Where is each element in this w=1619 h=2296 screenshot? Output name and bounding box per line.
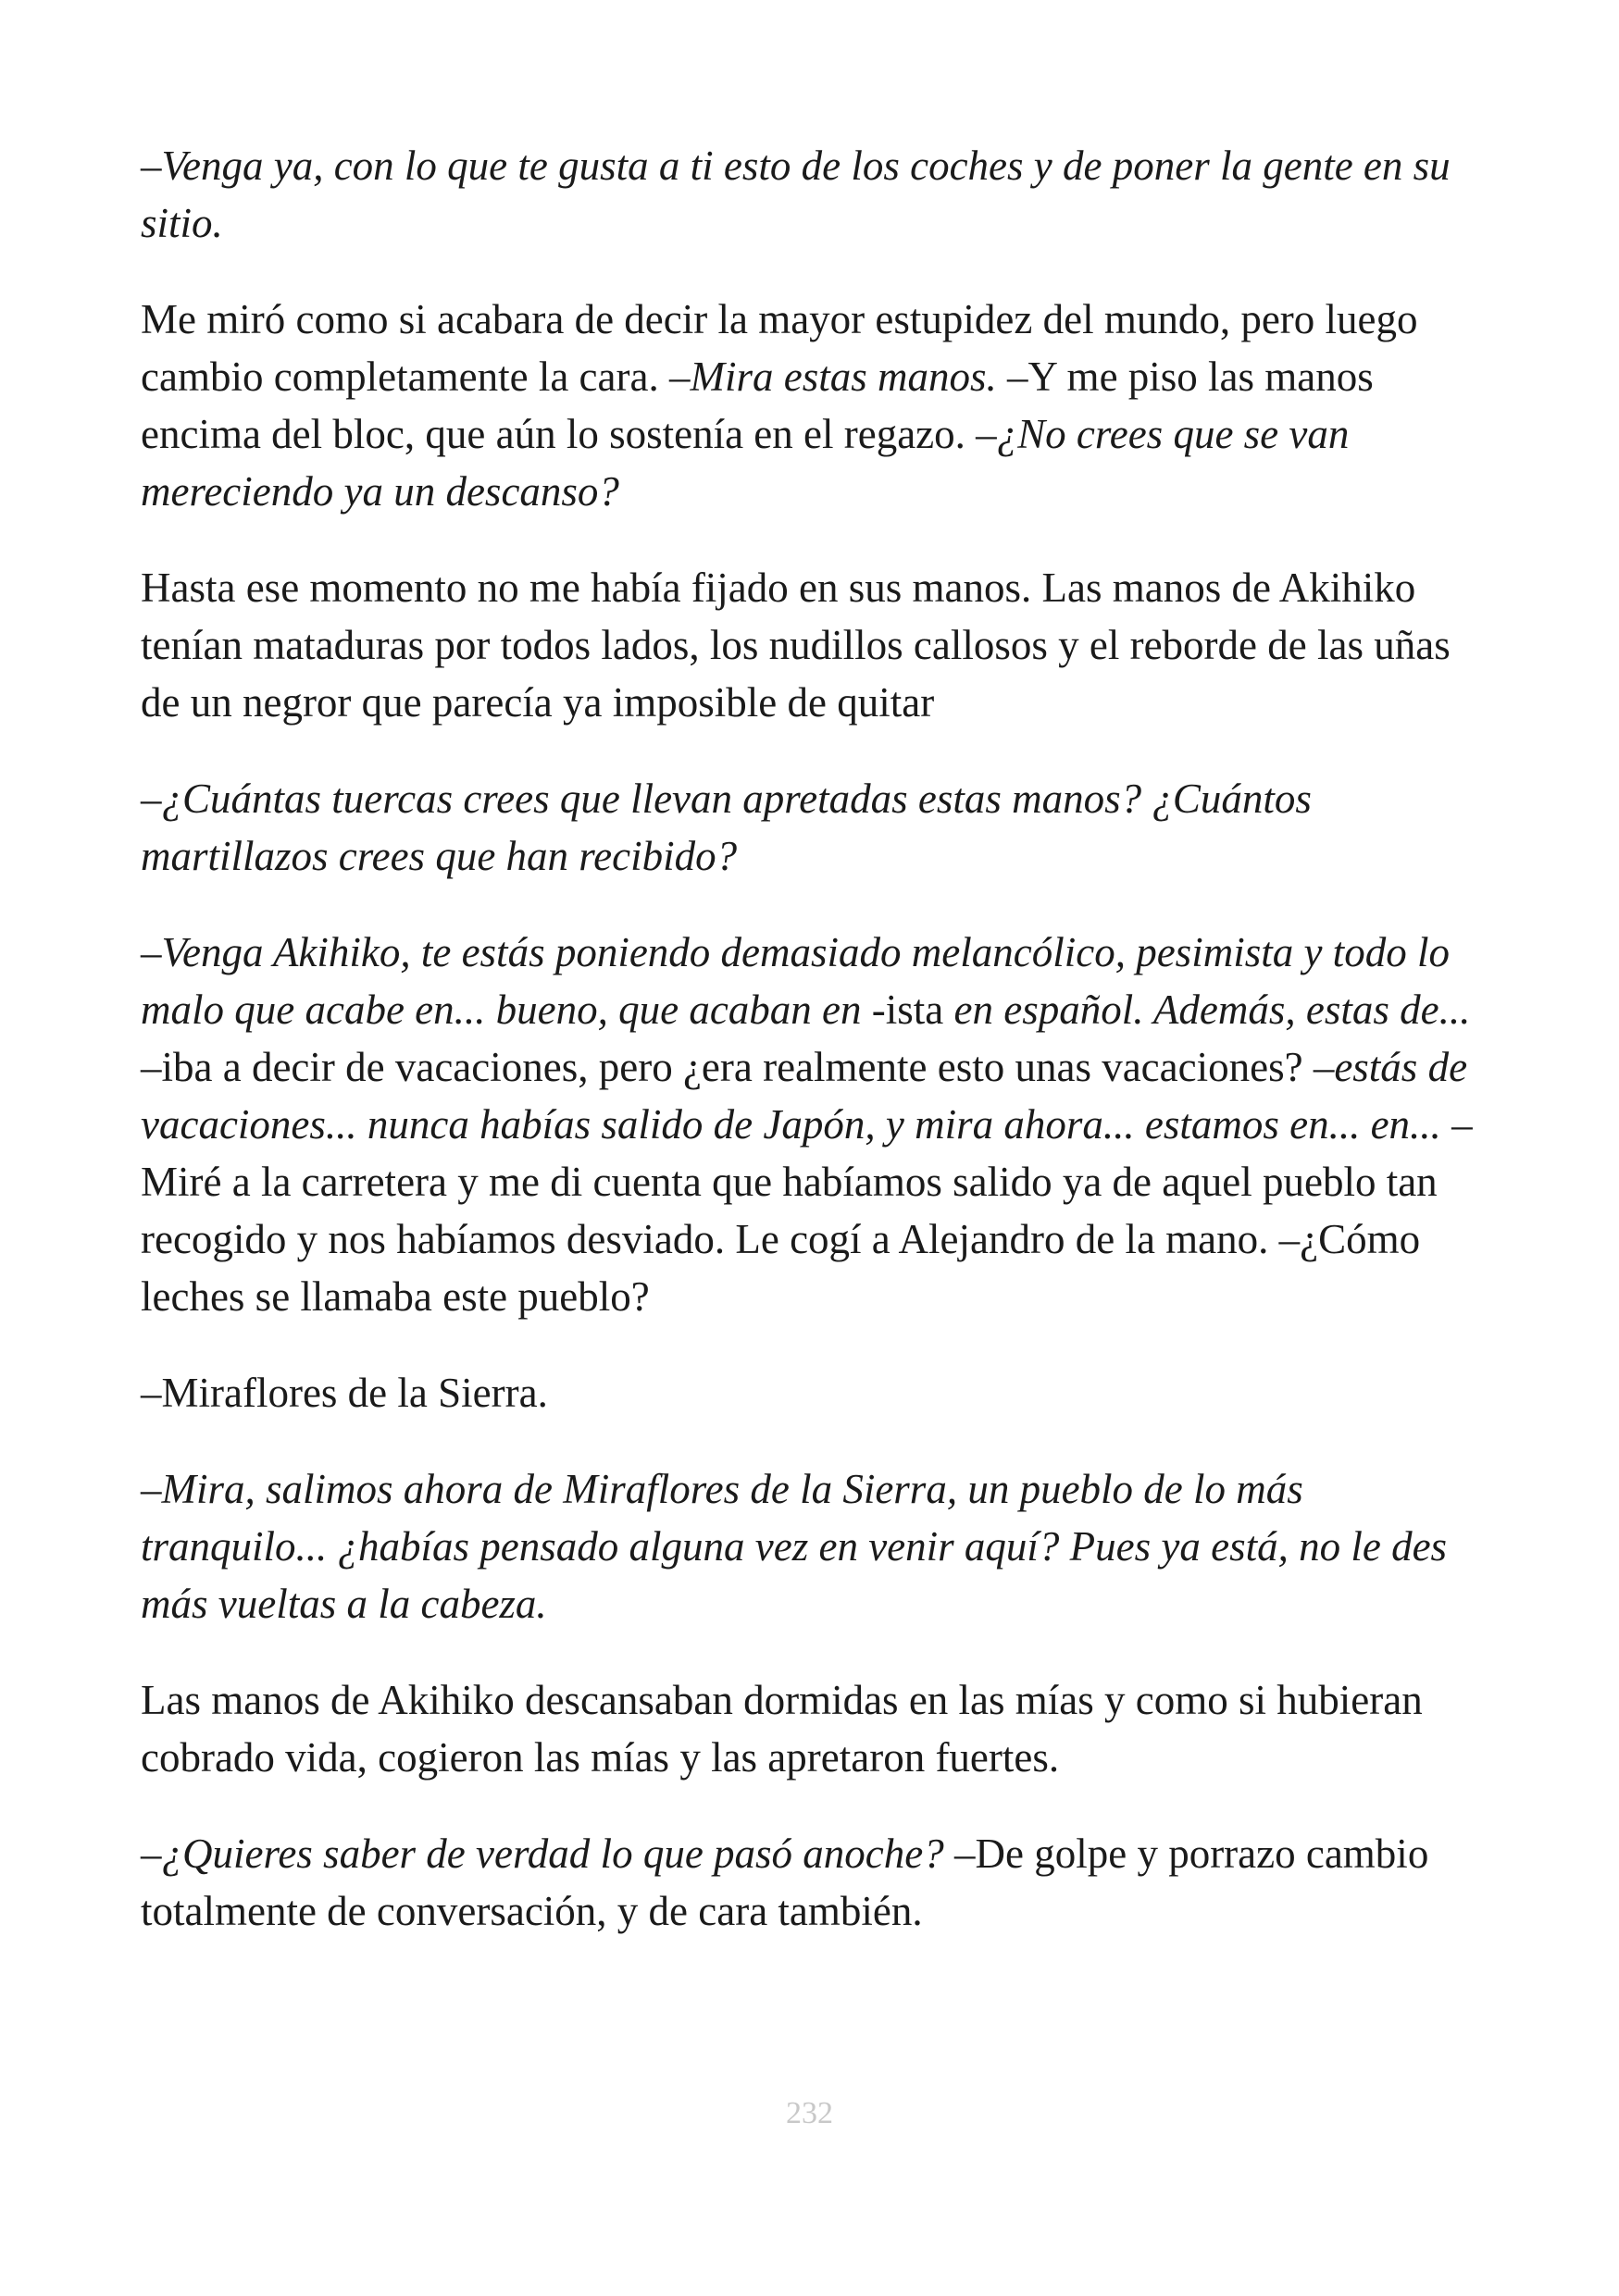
paragraph xyxy=(141,291,1488,520)
italic-text: –¿Cuántas tuercas crees que llevan apretadas estas manos? ¿Cuántos martillazos crees que han recibido? xyxy=(141,776,1312,879)
paragraph xyxy=(141,1364,1488,1421)
text: -ista xyxy=(871,987,944,1033)
body-text xyxy=(141,137,1488,1979)
text: Las manos de Akihiko descansaban dormidas en las mías y como si hubieran cobrado vida, cogieron las mías y las apretaron fuertes. xyxy=(141,1677,1423,1781)
italic-text: –Venga ya, con lo que te gusta a ti esto de los coches y de poner la gente en su sitio. xyxy=(141,143,1451,246)
paragraph xyxy=(141,924,1488,1325)
paragraph xyxy=(141,559,1488,731)
italic-text: en español. Además, estas de... xyxy=(943,987,1471,1033)
text: –Miraflores de la Sierra. xyxy=(141,1370,548,1416)
italic-text: ¿No crees que se van mereciendo ya un descanso? xyxy=(141,411,1350,515)
italic-text: –Mira, salimos ahora de Miraflores de la Sierra, un pueblo de lo más tranquilo... ¿habías pensado alguna vez en venir aquí? Pues ya está, no le des más vueltas a la cabeza. xyxy=(141,1466,1448,1627)
page-number: 232 xyxy=(786,2096,833,2130)
text: Me miró como si acabara de decir la mayor estupidez del mundo, pero luego cambio completamente la cara. – xyxy=(141,296,1418,400)
italic-text: –Venga Akihiko, te estás poniendo demasiado melancólico, pesimista y todo lo malo que acabe en... bueno, que acaban en xyxy=(141,929,1450,1033)
italic-text: –¿Quieres saber de verdad lo que pasó anoche? xyxy=(141,1831,944,1877)
paragraph xyxy=(141,1825,1488,1940)
paragraph xyxy=(141,1460,1488,1632)
text: –Miré a la carretera y me di cuenta que habíamos salido ya de aquel pueblo tan recogido y nos habíamos desviado. Le cogí a Alejandro de la mano. –¿Cómo leches se llamaba este pueblo? xyxy=(141,1101,1473,1320)
paragraph xyxy=(141,770,1488,885)
text: –iba a decir de vacaciones, pero ¿era realmente esto unas vacaciones? xyxy=(141,1044,1314,1090)
paragraph xyxy=(141,1671,1488,1786)
text: –Y me piso las manos encima del bloc, que aún lo sostenía en el regazo. – xyxy=(141,354,1374,457)
paragraph xyxy=(141,137,1488,252)
text: –De golpe y porrazo cambio totalmente de conversación, y de cara también. xyxy=(141,1831,1429,1934)
italic-text: –estás de vacaciones... nunca habías salido de Japón, y mira ahora... estamos en... en... xyxy=(141,1044,1468,1148)
italic-text: Mira estas manos. xyxy=(690,354,997,400)
text: Hasta ese momento no me había fijado en sus manos. Las manos de Akihiko tenían mataduras por todos lados, los nudillos callosos y el reborde de las uñas de un negror que parecía ya imposible de quitar xyxy=(141,565,1451,726)
